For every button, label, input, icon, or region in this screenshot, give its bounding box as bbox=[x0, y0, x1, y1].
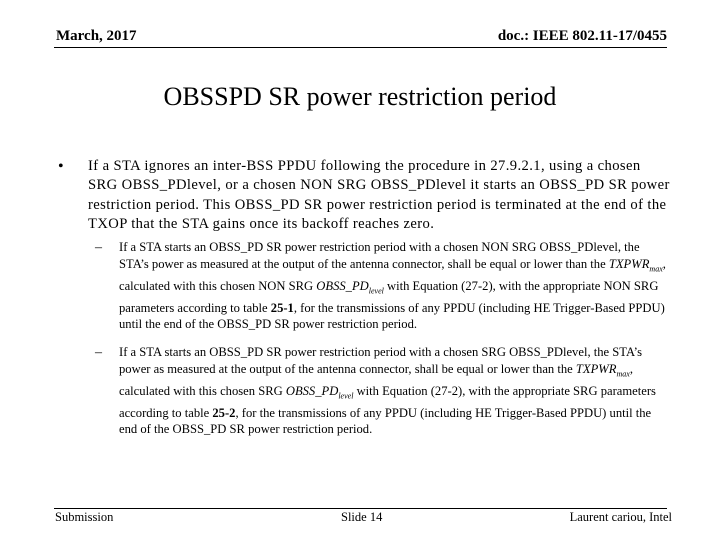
sub1-text-c: with Equation (27-2), with the appropriate NON SRG parameters according to table bbox=[119, 278, 659, 315]
header-divider bbox=[54, 47, 667, 48]
sub-bullet-2 bbox=[119, 344, 671, 438]
sub1-text-d: , for the transmissions of any PPDU (including HE Trigger-Based PPDU) until the end of the OBSS_PD SR power restriction period. bbox=[119, 300, 665, 332]
bullet-icon: • bbox=[58, 158, 64, 175]
footer-slide-number: Slide 14 bbox=[341, 510, 383, 524]
sub2-text-d: , for the transmissions of any PPDU (including HE Trigger-Based PPDU) until the end of the OBSS_PD SR power restriction period. bbox=[119, 405, 652, 437]
dash-icon: – bbox=[95, 345, 102, 360]
sub1-obss: $OBSS\_PD_{level}$ bbox=[316, 278, 384, 296]
sub1-text-b: , calculated with this chosen NON SRG bbox=[119, 256, 666, 293]
sub2-text-b: , calculated with this chosen SRG bbox=[119, 361, 633, 398]
sub1-txpwr: $TXPWR_{max}$ bbox=[608, 256, 663, 274]
footer-submission: Submission bbox=[55, 510, 114, 524]
sub-bullet-1 bbox=[119, 239, 671, 333]
sub2-table-ref: 25-2 bbox=[212, 405, 236, 420]
sub2-txpwr: $TXPWR_{max}$ bbox=[575, 361, 630, 379]
sub2-obss: $OBSS\_PD_{level}$ bbox=[285, 383, 354, 401]
header-date: March, 2017 bbox=[56, 28, 137, 44]
sub2-text-a: If a STA starts an OBSS_PD SR power restriction period with a chosen SRG OBSS_PDlevel, the STA’s power as measured at the output of the antenna connector, shall be equal or lower than the bbox=[119, 345, 643, 376]
footer-author: Laurent cariou, Intel bbox=[569, 510, 672, 524]
footer-divider bbox=[54, 508, 667, 509]
main-bullet-text: If a STA ignores an inter-BSS PPDU following the procedure in 27.9.2.1, using a chosen SRG OBSS_PDlevel, or a chosen NON SRG OBSS_PDlevel it starts an OBSS_PD SR power restriction period. This OBSS_PD SR power restriction period is terminated at the end of the TXOP that the STA gains once its backoff reaches zero. bbox=[88, 158, 670, 232]
sub1-table-ref: 25-1 bbox=[270, 300, 294, 315]
sub1-text-a: If a STA starts an OBSS_PD SR power restriction period with a chosen NON SRG OBSS_PDlevel, the STA’s power as measured at the output of the antenna connector, shall be equal or lower than the bbox=[119, 240, 640, 271]
header-doc-id: doc.: IEEE 802.11-17/0455 bbox=[497, 28, 667, 44]
sub2-text-c: with Equation (27-2), with the appropriate SRG parameters according to table bbox=[119, 383, 656, 420]
dash-icon: – bbox=[95, 240, 102, 255]
slide-title: OBSSPD SR power restriction period bbox=[163, 82, 557, 111]
